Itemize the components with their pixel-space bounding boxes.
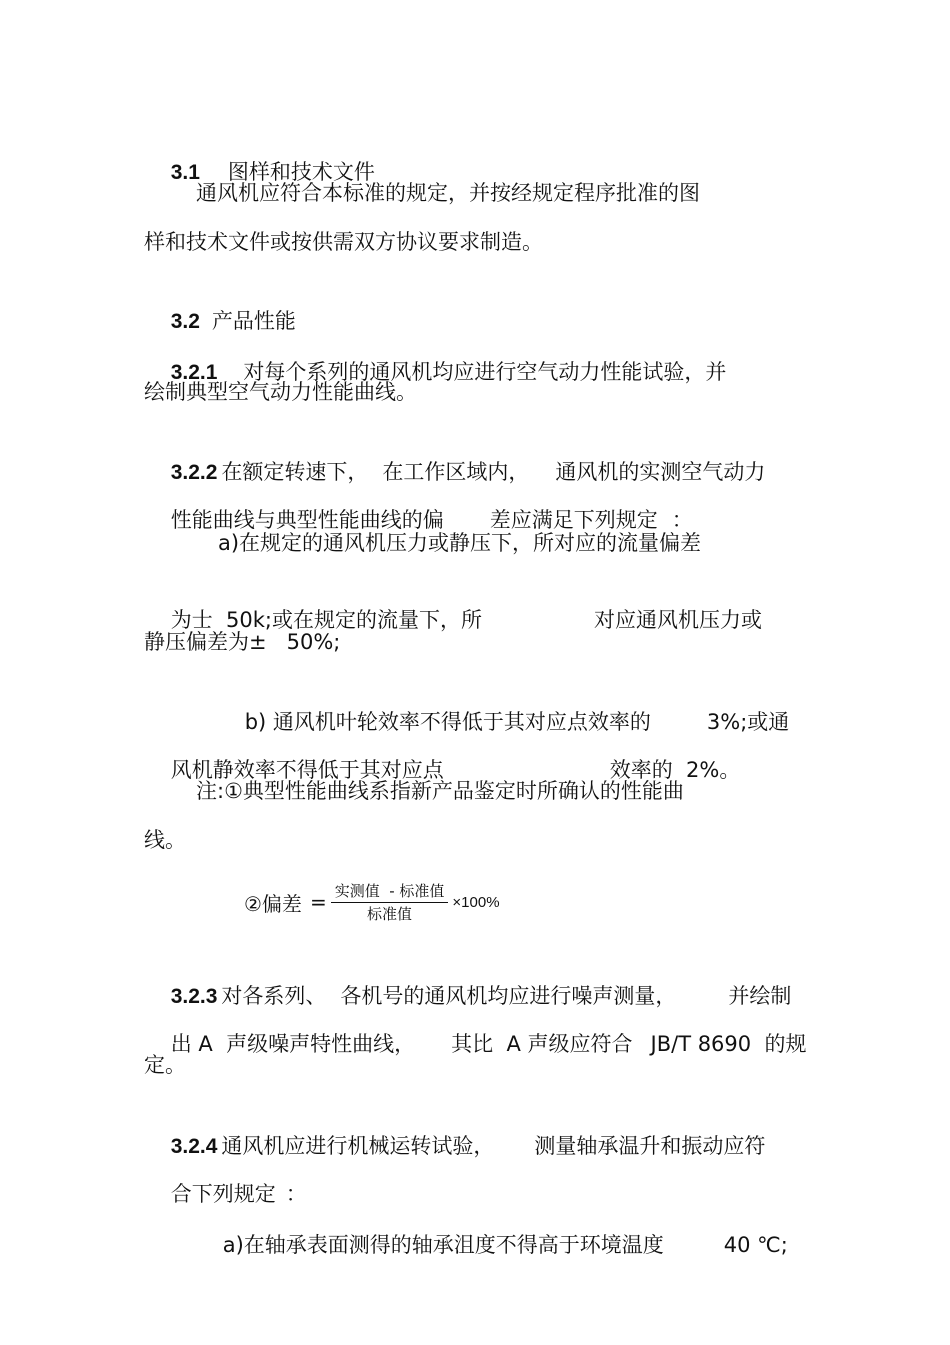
paragraph-text: 在额定转速下， xyxy=(221,460,369,484)
paragraph-text: 为士 50k;或在规定的流量下，所 xyxy=(170,608,483,632)
paragraph-text: 3%;或通 xyxy=(706,710,790,734)
paragraph-text: 通风机应进行机械运转试验， xyxy=(221,1134,495,1158)
note-line-1: 注:①典型性能曲线系指新产品鉴定时所确认的性能曲 xyxy=(196,779,684,803)
paragraph-text: 通风机的实测空气动力 xyxy=(555,460,766,484)
paragraph-text: 对每个系列的通风机均应进行空气动力性能试验，并 xyxy=(243,360,727,384)
paragraph-text: 40 ℃; xyxy=(723,1233,788,1257)
paragraph-text: 性能曲线与典型性能曲线的偏 xyxy=(170,508,444,532)
section-title: 产品性能 xyxy=(211,309,296,333)
paragraph-text: 效率的 2%。 xyxy=(609,758,741,782)
item-a-line-1: a)在规定的通风机压力或静压下，所对应的流量偏差 xyxy=(218,531,702,555)
paragraph-text: 并绘制 xyxy=(728,984,792,1008)
formula-lhs: ②偏差 xyxy=(244,891,302,916)
item-a-line-3: 静压偏差为± 50%; xyxy=(144,630,341,654)
paragraph-3-1-line-2: 样和技术文件或按供需双方协议要求制造。 xyxy=(144,230,543,254)
paragraph-text: 风机静效率不得低于其对应点 xyxy=(170,758,444,782)
paragraph-text: 各机号的通风机均应进行噪声测量， xyxy=(340,984,677,1008)
paragraph-text: 在工作区域内， xyxy=(382,460,530,484)
paragraph-text: ： xyxy=(285,1182,307,1206)
paragraph-text: 对应通风机压力或 xyxy=(594,608,763,632)
formula-numerator: 实测值 - 标准值 xyxy=(334,881,445,900)
paragraph-text: JB/T 8690 的规 xyxy=(650,1032,807,1056)
deviation-formula xyxy=(244,876,500,928)
section-number: 3.2.2 xyxy=(170,461,218,484)
section-number: 3.2.3 xyxy=(170,985,218,1008)
section-number: 3.2.4 xyxy=(170,1135,218,1158)
formula-multiplier: ×100% xyxy=(452,893,500,911)
paragraph-text: 出 A 声级噪声特性曲线， xyxy=(170,1032,416,1056)
section-title: 图样和技术文件 xyxy=(227,160,375,184)
section-number: 3.2.1 xyxy=(170,361,218,384)
section-number: 3.2 xyxy=(170,310,200,333)
paragraph-text: 对各系列、 xyxy=(221,984,327,1008)
paragraph-text: 差应满足下列规定 xyxy=(489,508,658,532)
section-number: 3.1 xyxy=(170,161,200,184)
formula-denominator: 标准值 xyxy=(331,902,449,923)
paragraph-3-2-1-line-2: 绘制典型空气动力性能曲线。 xyxy=(144,380,417,404)
paragraph-text: b) 通风机叶轮效率不得低于其对应点效率的 xyxy=(244,710,651,734)
item-a2-line-1 xyxy=(196,1203,788,1287)
paragraph-text: 合下列规定 xyxy=(170,1182,276,1206)
paragraph-text: ： xyxy=(671,508,693,532)
formula-equals: = xyxy=(309,890,327,914)
paragraph-3-2-3-line-2 xyxy=(144,1002,807,1086)
paragraph-text: 其比 A 声级应符合 xyxy=(451,1032,633,1056)
formula-fraction xyxy=(331,882,449,923)
paragraph-3-2-3-line-3: 定。 xyxy=(144,1053,186,1077)
note-line-2: 线。 xyxy=(144,828,186,852)
paragraph-3-1-line-1: 通风机应符合本标准的规定，并按经规定程序批准的图 xyxy=(196,181,700,205)
paragraph-text: a)在轴承表面测得的轴承沮度不得高于环境温度 xyxy=(222,1233,664,1257)
paragraph-text: 测量轴承温升和振动应符 xyxy=(534,1134,766,1158)
